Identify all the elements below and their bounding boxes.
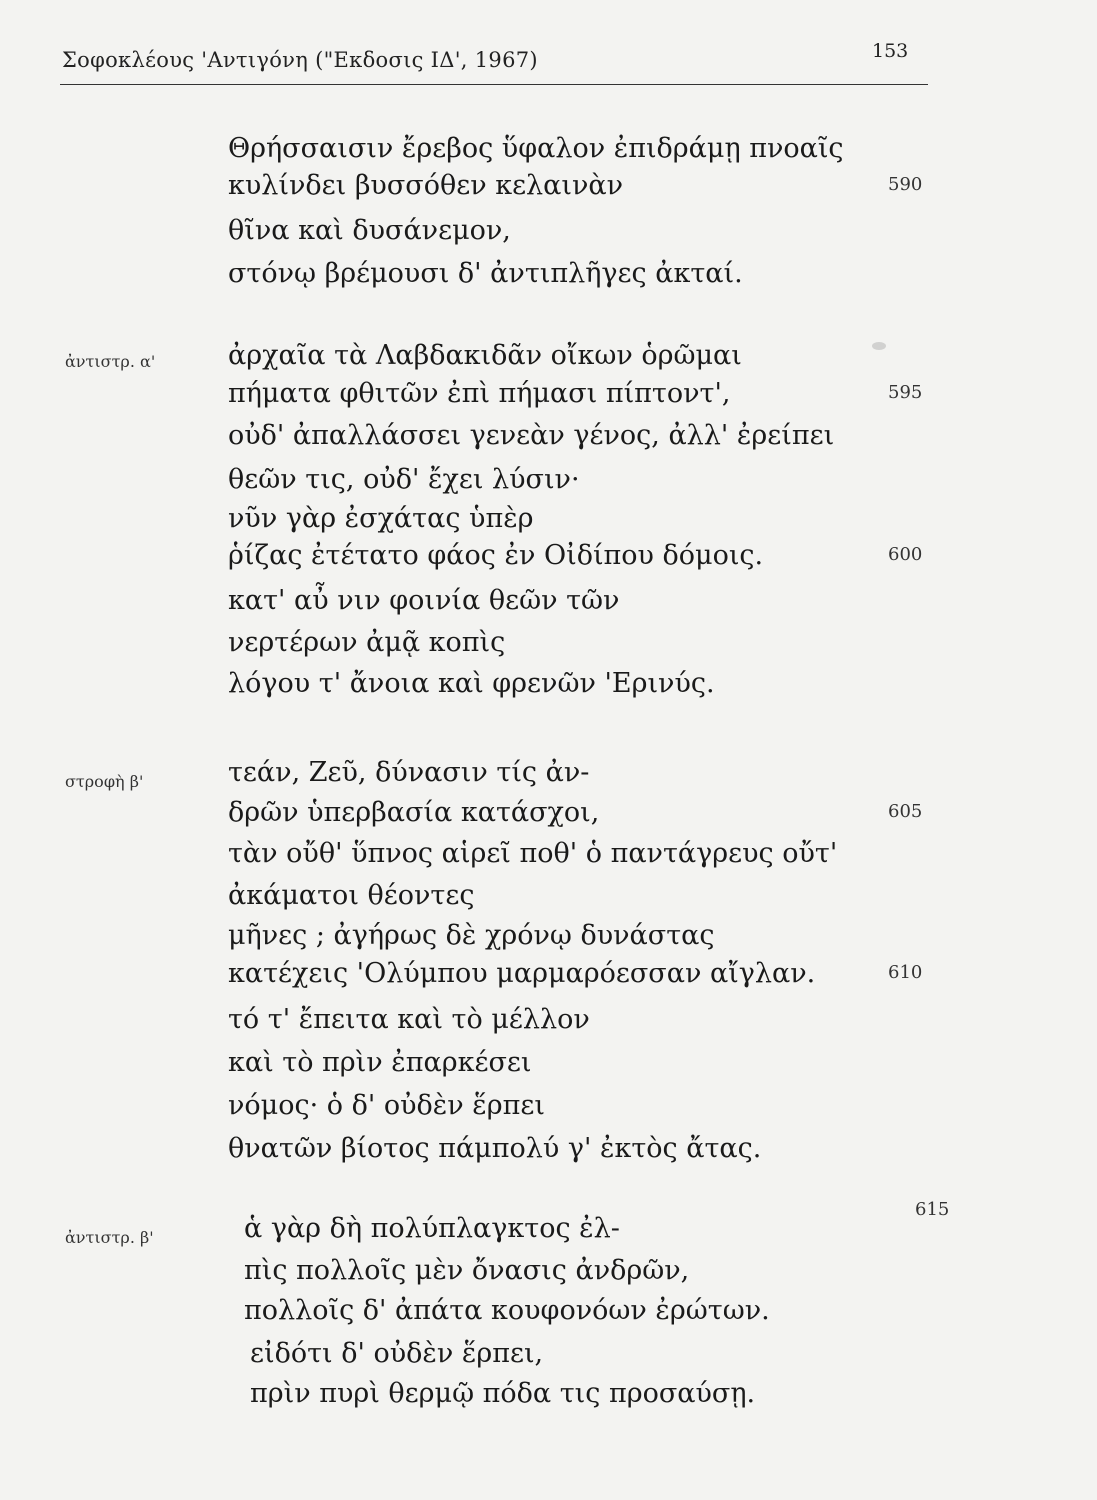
line-number: 610 (888, 962, 923, 983)
verse-line (0, 464, 1097, 508)
verse-text: ἀρχαῖα τὰ Λαβδακιδᾶν οἴκων ὁρῶμαι (228, 340, 742, 371)
verse-text: πολλοῖς δ' ἀπάτα κουφονόων ἐρώτων. (244, 1295, 770, 1326)
verse-line (0, 1295, 1097, 1339)
verse-text: δρῶν ὑπερβασία κατάσχοι, (228, 797, 600, 828)
label-antistrophe-b: ἀντιστρ. β' (65, 1228, 154, 1247)
verse-text: λόγου τ' ἄνοια καὶ φρενῶν 'Ερινύς. (228, 668, 715, 699)
verse-text: νῦν γὰρ ἐσχάτας ὑπὲρ (228, 503, 534, 534)
verse-text: τό τ' ἔπειτα καὶ τὸ μέλλον (228, 1004, 590, 1035)
line-number: 595 (888, 382, 923, 403)
line-number: 605 (888, 801, 923, 822)
line-number: 590 (888, 174, 923, 195)
verse-line (0, 420, 1097, 464)
verse-text: κατ' αὖ νιν φοινία θεῶν τῶν (228, 585, 620, 616)
verse-line (0, 540, 1097, 584)
verse-line (0, 627, 1097, 671)
verse-text: ῥίζας ἐτέτατο φάος ἐν Οἰδίπου δόμοις. (228, 540, 764, 571)
verse-text: νερτέρων ἀμᾷ κοπὶς (228, 627, 506, 658)
header-rule (60, 84, 928, 85)
verse-line (0, 378, 1097, 422)
running-title: Σοφοκλέους 'Αντιγόνη ("Εκδοσις ΙΔ', 1967) (62, 48, 538, 72)
verse-line (0, 585, 1097, 629)
verse-line (0, 668, 1097, 712)
label-antistrophe-a: ἀντιστρ. α' (65, 352, 156, 371)
line-number: 600 (888, 544, 923, 565)
verse-text: τὰν οὔθ' ὕπνος αἱρεῖ ποθ' ὁ παντάγρευς οὔτ' (228, 838, 838, 869)
verse-line (0, 1090, 1097, 1134)
verse-text: εἰδότι δ' οὐδὲν ἕρπει, (250, 1338, 544, 1369)
verse-text: κατέχεις 'Ολύμπου μαρμαρόεσσαν αἴγλαν. (228, 958, 816, 989)
verse-line (0, 1047, 1097, 1091)
verse-text: πήματα φθιτῶν ἐπὶ πήμασι πίπτοντ', (228, 378, 731, 409)
verse-line (0, 797, 1097, 841)
verse-text: ἁ γὰρ δὴ πολύπλαγκτος ἐλ- (244, 1213, 620, 1244)
verse-text: τεάν, Ζεῦ, δύνασιν τίς ἀν- (228, 757, 590, 788)
verse-text: ἀκάματοι θέοντες (228, 880, 475, 911)
verse-line (0, 757, 1097, 801)
verse-text: πὶς πολλοῖς μὲν ὄνασις ἀνδρῶν, (244, 1255, 690, 1286)
line-number: 615 (915, 1199, 950, 1220)
verse-line (0, 1338, 1097, 1382)
verse-text: Θρήσσαισιν ἔρεβος ὕφαλον ἐπιδράμῃ πνοαῖς (228, 133, 844, 164)
verse-text: μῆνες ; ἀγήρως δὲ χρόνῳ δυνάστας (228, 920, 715, 951)
verse-line (0, 1378, 1097, 1422)
label-strophe-b: στροφὴ β' (65, 772, 144, 791)
verse-line (0, 258, 1097, 302)
verse-line (0, 838, 1097, 882)
verse-text: νόμος· ὁ δ' οὐδὲν ἕρπει (228, 1090, 545, 1121)
verse-line (0, 1195, 1097, 1244)
verse-line (0, 215, 1097, 259)
verse-line (0, 1004, 1097, 1048)
page-number: 153 (872, 40, 909, 62)
verse-line (0, 1255, 1097, 1299)
verse-text: καὶ τὸ πρὶν ἐπαρκέσει (228, 1047, 532, 1078)
verse-line (0, 958, 1097, 1002)
verse-text: θνατῶν βίοτος πάμπολύ γ' ἐκτὸς ἄτας. (228, 1133, 762, 1164)
verse-text: θεῶν τις, οὐδ' ἔχει λύσιν· (228, 464, 580, 495)
verse-line (0, 170, 1097, 214)
verse-text: κυλίνδει βυσσόθεν κελαινὰν (228, 170, 624, 201)
verse-text: θῖνα καὶ δυσάνεμον, (228, 215, 511, 246)
verse-text: πρὶν πυρὶ θερμῷ πόδα τις προσαύσῃ. (250, 1378, 756, 1409)
verse-line (0, 880, 1097, 924)
verse-text: στόνῳ βρέμουσι δ' ἀντιπλῆγες ἀκταί. (228, 258, 743, 289)
verse-text: οὐδ' ἀπαλλάσσει γενεὰν γένος, ἀλλ' ἐρείπει (228, 420, 835, 451)
verse-line (0, 1133, 1097, 1177)
